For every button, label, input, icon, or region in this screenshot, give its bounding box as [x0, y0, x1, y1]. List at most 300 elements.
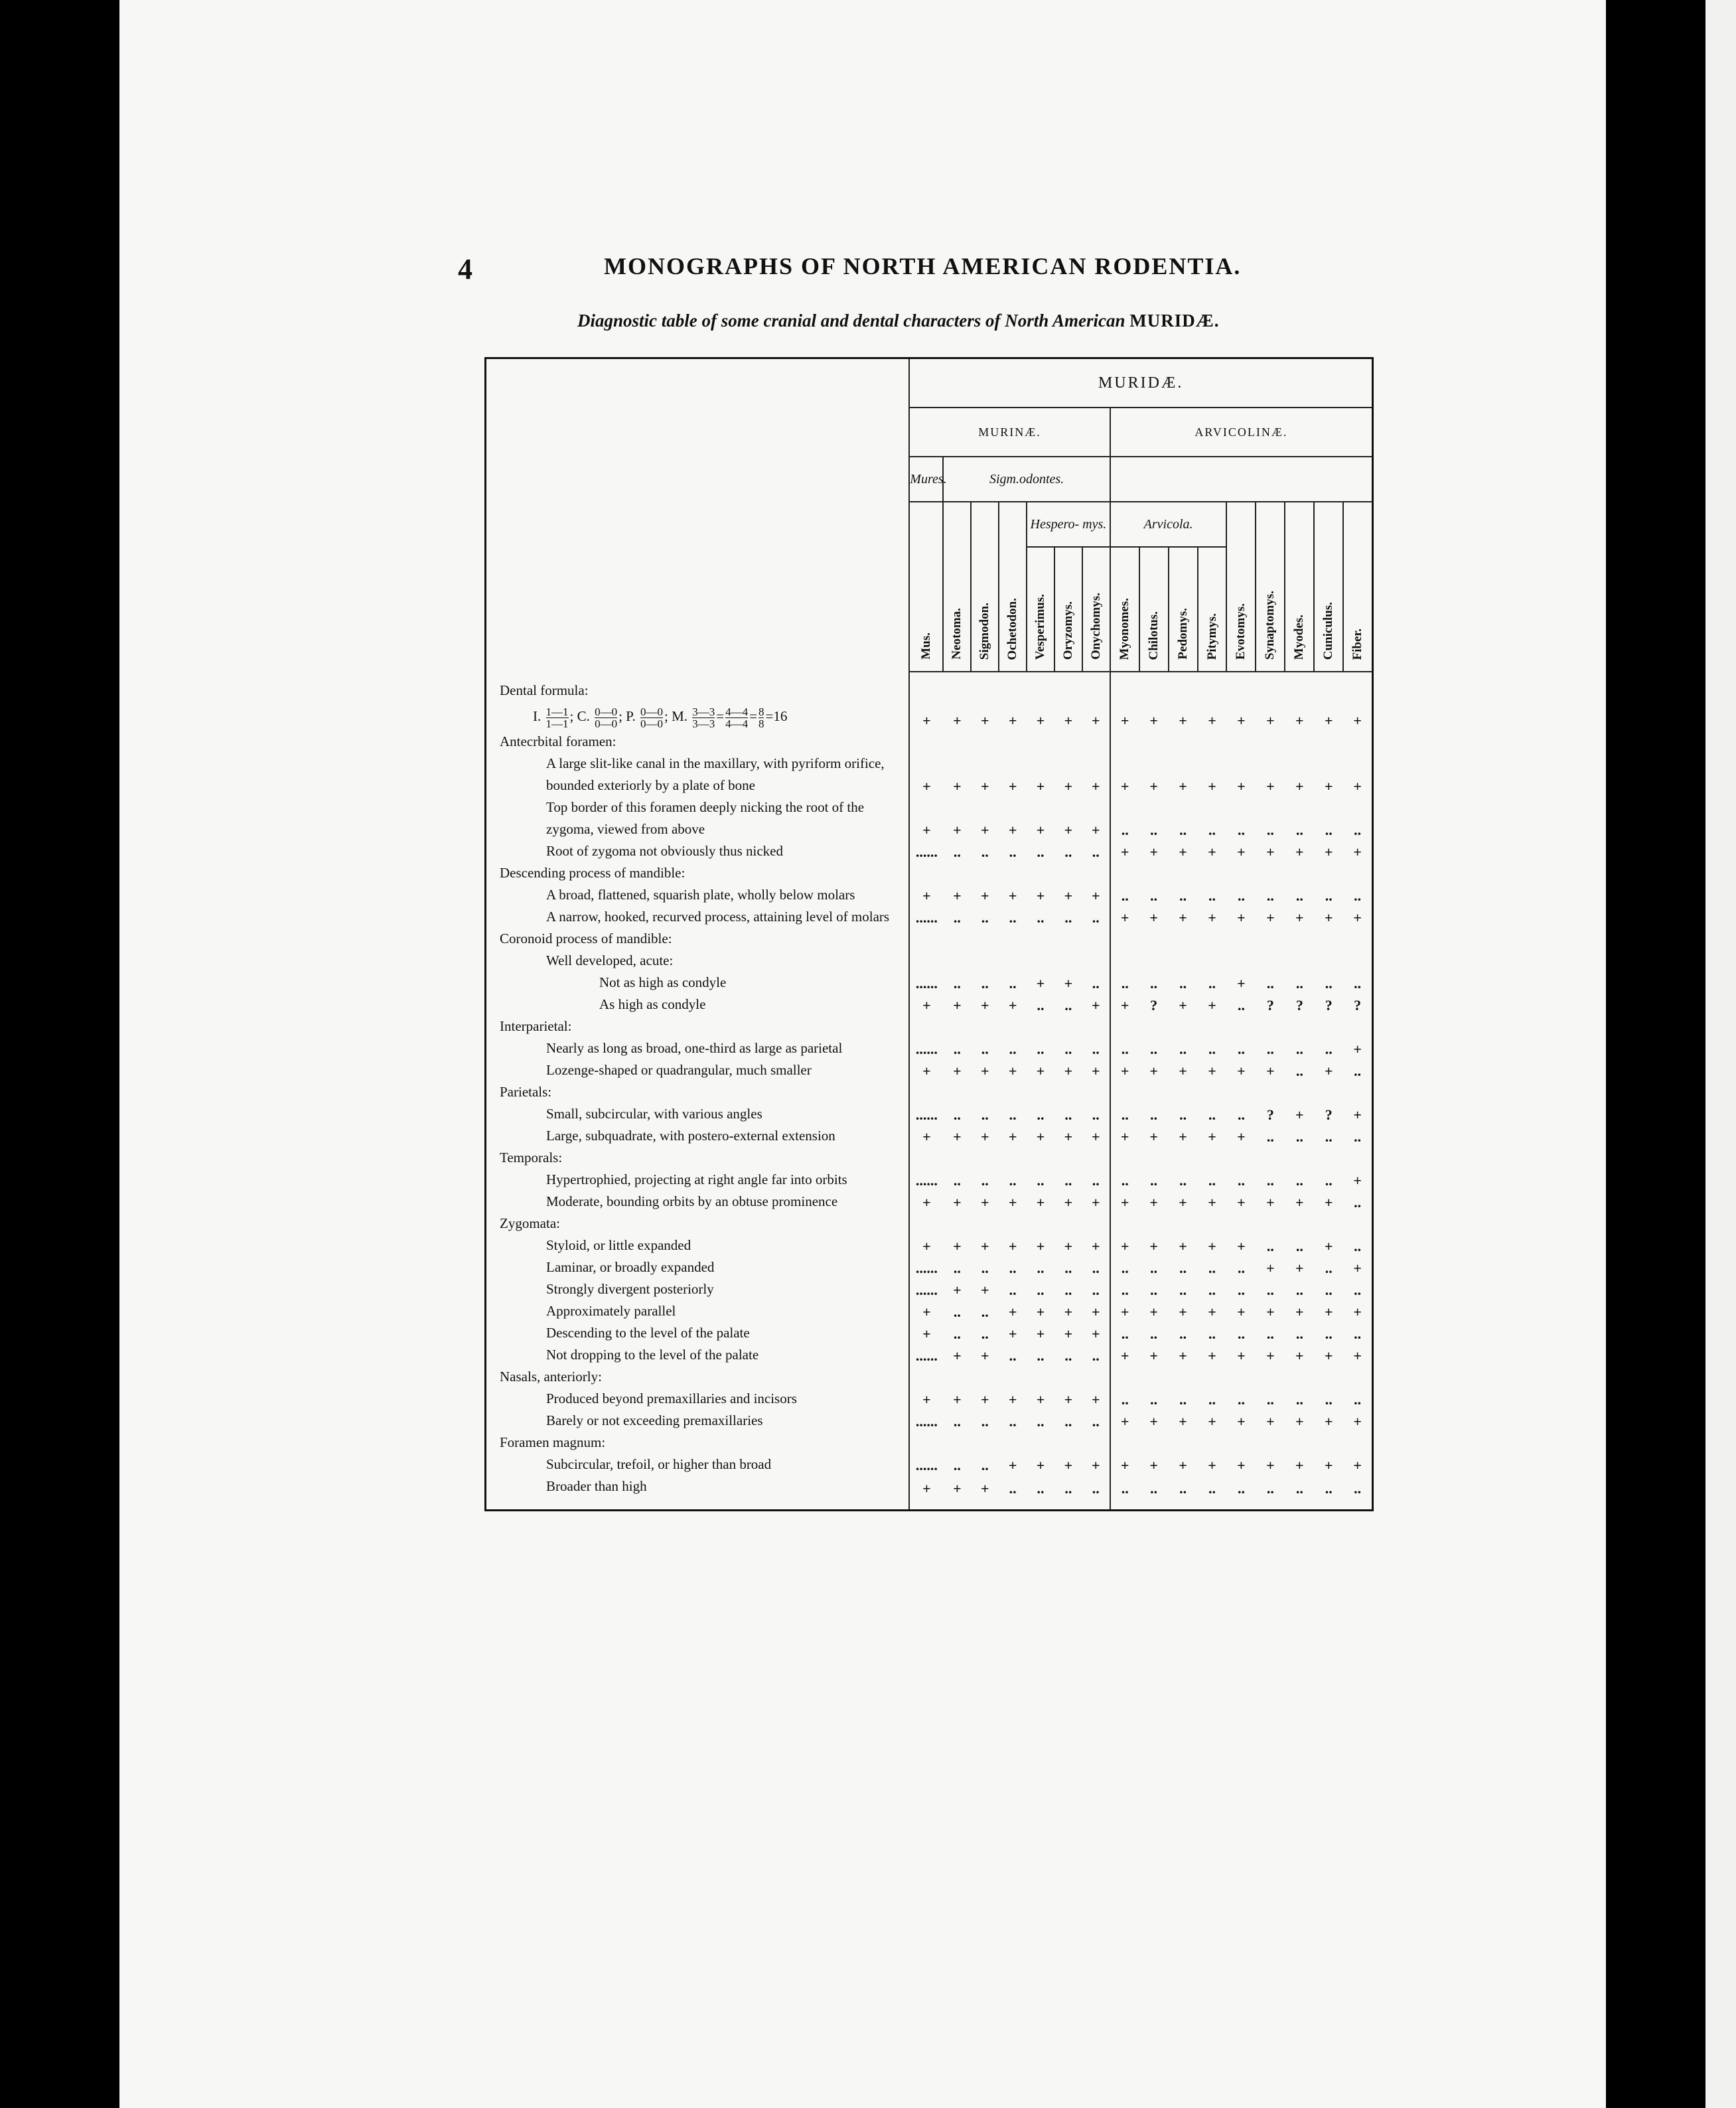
- character-label: [486, 1278, 910, 1300]
- value-cell: ..: [1266, 975, 1274, 992]
- character-label: [486, 1256, 910, 1278]
- value-cell: ..: [953, 909, 961, 926]
- value-cell: ..: [1037, 1260, 1045, 1276]
- character-text: Foramen magnum:: [500, 1434, 606, 1450]
- value-cell: ..: [1150, 1041, 1158, 1057]
- value-cell: [909, 862, 943, 884]
- value-cell: +: [909, 1059, 943, 1081]
- value-cell: [1256, 1432, 1285, 1454]
- value-cell: +: [909, 1322, 943, 1344]
- subfamily-header-murinae: MURINÆ.: [909, 408, 1110, 457]
- value-cell: [943, 1016, 971, 1037]
- value-cell: ..: [1037, 997, 1045, 1014]
- value-cell: +: [1237, 1238, 1246, 1254]
- value-cell: [1285, 862, 1314, 884]
- value-cell: [1314, 1432, 1343, 1454]
- value-cell: [909, 1081, 943, 1103]
- value-cell: +: [1237, 1128, 1246, 1145]
- value-cell: [1082, 1147, 1110, 1169]
- page-header: [458, 252, 1254, 299]
- formula-numerator: 8: [758, 705, 764, 718]
- value-cell: [971, 672, 999, 702]
- table-row: [486, 884, 1373, 906]
- value-cell: [1027, 731, 1054, 753]
- character-label: [486, 1147, 910, 1169]
- subgroup-header-hesperomys: Hespero- mys.: [1027, 502, 1110, 547]
- value-cell: +: [1237, 1304, 1246, 1320]
- genus-label: Mus.: [918, 633, 933, 660]
- value-cell: ..: [1237, 1260, 1245, 1276]
- value-cell: +: [1036, 712, 1045, 729]
- value-cell: +: [1208, 1063, 1216, 1079]
- value-cell: +: [953, 887, 962, 904]
- character-text: Zygomata:: [500, 1215, 560, 1231]
- value-cell: ..: [953, 1457, 961, 1473]
- character-text: Descending process of mandible:: [500, 865, 686, 881]
- value-cell: +: [1266, 1063, 1275, 1079]
- value-cell: ..: [1110, 1169, 1139, 1191]
- table-row: [486, 1432, 1373, 1454]
- value-cell: +: [1179, 1304, 1187, 1320]
- next-page-edge: [1705, 0, 1736, 2108]
- character-text: Not as high as condyle: [599, 974, 727, 990]
- value-cell: +: [1266, 1194, 1275, 1211]
- value-cell: ..: [1110, 972, 1139, 994]
- value-cell: +: [980, 822, 989, 838]
- value-cell: [1285, 1016, 1314, 1037]
- value-cell: [1343, 862, 1372, 884]
- value-cell: ..: [1037, 1480, 1045, 1497]
- value-cell: ..: [1354, 975, 1362, 992]
- value-cell: [1285, 1213, 1314, 1235]
- value-cell: [1285, 1366, 1314, 1388]
- value-cell: [1198, 731, 1227, 753]
- value-cell: [909, 672, 943, 702]
- dental-formula: I. $\frac{1—1}{1—1}$ ; C. $\frac{0—0}{0—0}$ ; P. $\frac{0—0}{0—0}$ ; M. $\frac{3—3}{3—3}$ = $\frac{4—4}{4—4}$ = $\frac{8}{8}$ =16: [533, 705, 788, 730]
- value-cell: ..: [1037, 1041, 1045, 1057]
- value-cell: +: [1036, 1194, 1045, 1211]
- value-cell: [1169, 1016, 1198, 1037]
- value-cell: +: [1208, 844, 1216, 860]
- group-header-mures: Mures.: [909, 457, 943, 502]
- value-cell: +: [953, 1480, 962, 1497]
- value-cell: ..: [1009, 1413, 1017, 1430]
- table-row: [486, 1103, 1373, 1125]
- value-cell: ..: [1009, 1282, 1017, 1298]
- value-cell: ..: [1092, 909, 1100, 926]
- character-text: Not dropping to the level of the palate: [546, 1347, 759, 1363]
- value-cell: ..: [953, 1304, 961, 1320]
- value-cell: ..: [981, 1106, 989, 1123]
- value-cell: [1226, 1213, 1256, 1235]
- value-cell: +: [1008, 1325, 1017, 1342]
- value-cell: +: [980, 1282, 989, 1298]
- value-cell: ..: [1179, 822, 1187, 838]
- value-cell: +: [909, 796, 943, 840]
- value-cell: +: [1064, 1391, 1073, 1408]
- value-cell: +: [1208, 1128, 1216, 1145]
- value-cell: [1082, 950, 1110, 972]
- value-cell: +: [1266, 909, 1275, 926]
- value-cell: ..: [1354, 1194, 1362, 1211]
- value-cell: ..: [1237, 1480, 1245, 1497]
- value-cell: [1027, 950, 1054, 972]
- value-cell: ..: [1064, 1282, 1072, 1298]
- value-cell: [1082, 1016, 1110, 1037]
- value-cell: +: [1295, 1457, 1304, 1473]
- value-cell: ..: [1179, 1391, 1187, 1408]
- value-cell: +: [1208, 712, 1216, 729]
- value-cell: [999, 1213, 1027, 1235]
- value-cell: ......: [909, 1103, 943, 1125]
- value-cell: +: [1149, 1304, 1158, 1320]
- value-cell: +: [1237, 1413, 1246, 1430]
- value-cell: [1082, 731, 1110, 753]
- value-cell: [1110, 1016, 1139, 1037]
- value-cell: [971, 1081, 999, 1103]
- table-row: [486, 1235, 1373, 1256]
- value-cell: ..: [1237, 1325, 1245, 1342]
- value-cell: ..: [1325, 822, 1333, 838]
- formula-numerator: 1—1: [545, 705, 569, 718]
- value-cell: ..: [1150, 1172, 1158, 1189]
- value-cell: ..: [1237, 1106, 1245, 1123]
- value-cell: +: [1149, 1238, 1158, 1254]
- character-label: [486, 1059, 910, 1081]
- character-text: Moderate, bounding orbits by an obtuse prominence: [546, 1193, 838, 1209]
- value-cell: ..: [1110, 1475, 1139, 1511]
- value-cell: [1343, 1016, 1372, 1037]
- character-text: Temporals:: [500, 1150, 563, 1166]
- value-cell: [1169, 1366, 1198, 1388]
- value-cell: [1054, 950, 1082, 972]
- value-cell: +: [953, 1282, 962, 1298]
- genus-header: [1314, 502, 1343, 672]
- value-cell: +: [1324, 1457, 1333, 1473]
- value-cell: +: [1008, 997, 1017, 1014]
- character-text: Strongly divergent posteriorly: [546, 1281, 714, 1297]
- genus-label: Synaptomys.: [1263, 591, 1277, 660]
- value-cell: +: [1064, 712, 1073, 729]
- value-cell: +: [1008, 887, 1017, 904]
- value-cell: [1198, 862, 1227, 884]
- value-cell: +: [1092, 778, 1100, 794]
- value-cell: ..: [1179, 1325, 1187, 1342]
- table-row: [486, 796, 1373, 840]
- value-cell: ..: [1009, 844, 1017, 860]
- value-cell: [1226, 928, 1256, 950]
- value-cell: ..: [1179, 1106, 1187, 1123]
- genus-label: Pedomys.: [1175, 608, 1190, 660]
- character-text: A broad, flattened, squarish plate, wholly below molars: [546, 887, 855, 903]
- value-cell: [1139, 1366, 1169, 1388]
- value-cell: ..: [1295, 1391, 1303, 1408]
- value-cell: [1343, 928, 1372, 950]
- table-corner: [486, 358, 910, 672]
- value-cell: [1256, 950, 1285, 972]
- value-cell: [1169, 1213, 1198, 1235]
- formula-denominator: 4—4: [725, 717, 749, 730]
- genus-header: [1027, 547, 1054, 672]
- genus-header: [999, 502, 1027, 672]
- value-cell: +: [909, 753, 943, 796]
- value-cell: +: [1295, 844, 1304, 860]
- value-cell: [943, 1147, 971, 1169]
- value-cell: [1027, 1016, 1054, 1037]
- value-cell: +: [1237, 1457, 1246, 1473]
- value-cell: ..: [1208, 975, 1216, 992]
- value-cell: +: [953, 778, 962, 794]
- value-cell: [999, 862, 1027, 884]
- value-cell: [971, 1147, 999, 1169]
- value-cell: [1082, 928, 1110, 950]
- value-cell: [999, 672, 1027, 702]
- value-cell: ..: [1092, 1413, 1100, 1430]
- value-cell: +: [1036, 1238, 1045, 1254]
- character-label: [486, 1169, 910, 1191]
- value-cell: +: [1179, 778, 1187, 794]
- value-cell: [999, 1081, 1027, 1103]
- value-cell: [1256, 1213, 1285, 1235]
- value-cell: ?: [1266, 1106, 1274, 1123]
- value-cell: [1226, 1432, 1256, 1454]
- value-cell: ..: [1325, 1260, 1333, 1276]
- value-cell: [1169, 1147, 1198, 1169]
- character-label: [486, 906, 910, 928]
- value-cell: ..: [1110, 1322, 1139, 1344]
- group-header-empty: [1110, 457, 1373, 502]
- character-label: [486, 862, 910, 884]
- value-cell: +: [980, 887, 989, 904]
- group-header-sigmodontes: Sigm.odontes.: [943, 457, 1110, 502]
- value-cell: [1343, 950, 1372, 972]
- value-cell: +: [1110, 1191, 1139, 1213]
- character-label: [486, 884, 910, 906]
- character-text: Subcircular, trefoil, or higher than broad: [546, 1456, 772, 1472]
- value-cell: ..: [1150, 1260, 1158, 1276]
- value-cell: [1198, 1213, 1227, 1235]
- value-cell: [1343, 1432, 1372, 1454]
- value-cell: +: [953, 1194, 962, 1211]
- value-cell: ..: [1037, 1106, 1045, 1123]
- value-cell: ..: [1092, 1347, 1100, 1364]
- value-cell: [999, 1432, 1027, 1454]
- character-text: A large slit-like canal in the maxillary, with pyriform orifice, bounded exteriorly by a plate of bone: [546, 755, 885, 793]
- genus-label: Pitymys.: [1204, 613, 1219, 660]
- value-cell: +: [1092, 1391, 1100, 1408]
- table-row: [486, 1059, 1373, 1081]
- value-cell: [1198, 1366, 1227, 1388]
- value-cell: [1343, 1081, 1372, 1103]
- value-cell: +: [1092, 712, 1100, 729]
- value-cell: [1314, 1213, 1343, 1235]
- page-number: 4: [458, 253, 472, 285]
- character-text: Nasals, anteriorly:: [500, 1369, 602, 1385]
- value-cell: +: [1295, 909, 1304, 926]
- table-row: [486, 1300, 1373, 1322]
- value-cell: [1027, 672, 1054, 702]
- character-text: Nearly as long as broad, one-third as large as parietal: [546, 1040, 843, 1056]
- character-label: [486, 1432, 910, 1454]
- value-cell: [1285, 950, 1314, 972]
- value-cell: ..: [953, 1106, 961, 1123]
- value-cell: [1285, 1081, 1314, 1103]
- table-row: [486, 702, 1373, 731]
- value-cell: +: [1353, 712, 1362, 729]
- value-cell: +: [1179, 844, 1187, 860]
- value-cell: [1110, 862, 1139, 884]
- table-row: [486, 862, 1373, 884]
- genus-label: Neotoma.: [950, 608, 964, 660]
- table-row: [486, 1037, 1373, 1059]
- value-cell: +: [1110, 702, 1139, 731]
- value-cell: ..: [1009, 1041, 1017, 1057]
- value-cell: ..: [1354, 1325, 1362, 1342]
- value-cell: ..: [1064, 844, 1072, 860]
- value-cell: ..: [1295, 1172, 1303, 1189]
- value-cell: [971, 862, 999, 884]
- value-cell: [999, 928, 1027, 950]
- genus-label: Ochetodon.: [1005, 597, 1020, 660]
- value-cell: +: [1092, 1194, 1100, 1211]
- value-cell: ..: [1354, 822, 1362, 838]
- value-cell: ..: [1179, 1172, 1187, 1189]
- character-label: [486, 840, 910, 862]
- value-cell: [909, 928, 943, 950]
- value-cell: ..: [1325, 975, 1333, 992]
- genus-label: Onychomys.: [1088, 593, 1103, 660]
- value-cell: +: [1008, 778, 1017, 794]
- character-label: [486, 1410, 910, 1432]
- value-cell: +: [1008, 1238, 1017, 1254]
- value-cell: ..: [981, 1413, 989, 1430]
- value-cell: [1027, 1147, 1054, 1169]
- value-cell: ..: [1208, 1391, 1216, 1408]
- value-cell: ..: [1208, 1041, 1216, 1057]
- value-cell: [999, 950, 1027, 972]
- value-cell: ..: [1092, 844, 1100, 860]
- value-cell: [1139, 1081, 1169, 1103]
- character-label: [486, 928, 910, 950]
- value-cell: [1285, 672, 1314, 702]
- value-cell: +: [1036, 778, 1045, 794]
- value-cell: ......: [909, 1454, 943, 1475]
- value-cell: [971, 1213, 999, 1235]
- value-cell: +: [1149, 909, 1158, 926]
- value-cell: [1226, 731, 1256, 753]
- genus-header: [1226, 502, 1256, 672]
- character-text: Barely or not exceeding premaxillaries: [546, 1412, 763, 1428]
- value-cell: [909, 1147, 943, 1169]
- value-cell: [1198, 672, 1227, 702]
- value-cell: +: [909, 702, 943, 731]
- value-cell: [971, 731, 999, 753]
- value-cell: +: [1237, 1063, 1246, 1079]
- value-cell: +: [1295, 1413, 1304, 1430]
- genus-header: [1256, 502, 1285, 672]
- character-text: Root of zygoma not obviously thus nicked: [546, 843, 783, 859]
- character-label: [486, 796, 910, 840]
- value-cell: +: [1110, 1454, 1139, 1475]
- value-cell: [999, 731, 1027, 753]
- value-cell: +: [1324, 1413, 1333, 1430]
- formula-denominator: 0—0: [640, 717, 664, 730]
- value-cell: +: [1179, 997, 1187, 1014]
- character-text: Descending to the level of the palate: [546, 1325, 750, 1341]
- character-label: [486, 1191, 910, 1213]
- value-cell: [1343, 1366, 1372, 1388]
- value-cell: ?: [1150, 997, 1158, 1014]
- value-cell: ..: [1064, 1413, 1072, 1430]
- value-cell: +: [1353, 844, 1362, 860]
- formula-numerator: 0—0: [595, 705, 618, 718]
- value-cell: ..: [1354, 1063, 1362, 1079]
- value-cell: +: [1208, 997, 1216, 1014]
- value-cell: [1343, 731, 1372, 753]
- character-text: As high as condyle: [599, 996, 706, 1012]
- value-cell: +: [953, 1391, 962, 1408]
- value-cell: [1110, 928, 1139, 950]
- value-cell: [1169, 862, 1198, 884]
- value-cell: +: [1353, 1260, 1362, 1276]
- value-cell: +: [1295, 1106, 1304, 1123]
- value-cell: [1226, 672, 1256, 702]
- value-cell: [1082, 1081, 1110, 1103]
- value-cell: ..: [1208, 1172, 1216, 1189]
- value-cell: ..: [1325, 1172, 1333, 1189]
- value-cell: +: [1295, 712, 1304, 729]
- value-cell: +: [1036, 822, 1045, 838]
- value-cell: ..: [1064, 1260, 1072, 1276]
- value-cell: [1027, 1213, 1054, 1235]
- value-cell: +: [1353, 1413, 1362, 1430]
- value-cell: ..: [1266, 1128, 1274, 1145]
- character-text: Coronoid process of mandible:: [500, 931, 672, 946]
- value-cell: ..: [1295, 1480, 1303, 1497]
- value-cell: ..: [981, 909, 989, 926]
- value-cell: +: [1324, 1304, 1333, 1320]
- value-cell: [1314, 1147, 1343, 1169]
- value-cell: [1110, 731, 1139, 753]
- value-cell: [1198, 1432, 1227, 1454]
- character-label: [486, 994, 910, 1016]
- table-row: [486, 672, 1373, 702]
- value-cell: ..: [1037, 909, 1045, 926]
- diagnostic-table: [484, 357, 1374, 1511]
- value-cell: ..: [1266, 1480, 1274, 1497]
- value-cell: ..: [1325, 1041, 1333, 1057]
- value-cell: ..: [1064, 1106, 1072, 1123]
- formula-fraction: [595, 706, 617, 729]
- value-cell: ..: [1295, 1128, 1303, 1145]
- value-cell: [1054, 1366, 1082, 1388]
- value-cell: [1226, 1147, 1256, 1169]
- value-cell: +: [1237, 1194, 1246, 1211]
- value-cell: +: [1208, 778, 1216, 794]
- value-cell: +: [1324, 712, 1333, 729]
- value-cell: +: [1208, 1457, 1216, 1473]
- value-cell: [1054, 1016, 1082, 1037]
- value-cell: ..: [1325, 1128, 1333, 1145]
- value-cell: [1054, 731, 1082, 753]
- value-cell: [1139, 1432, 1169, 1454]
- value-cell: +: [1092, 887, 1100, 904]
- value-cell: [943, 1366, 971, 1388]
- value-cell: ..: [1237, 887, 1245, 904]
- value-cell: [1082, 1366, 1110, 1388]
- value-cell: ..: [1009, 1347, 1017, 1364]
- value-cell: +: [1266, 1457, 1275, 1473]
